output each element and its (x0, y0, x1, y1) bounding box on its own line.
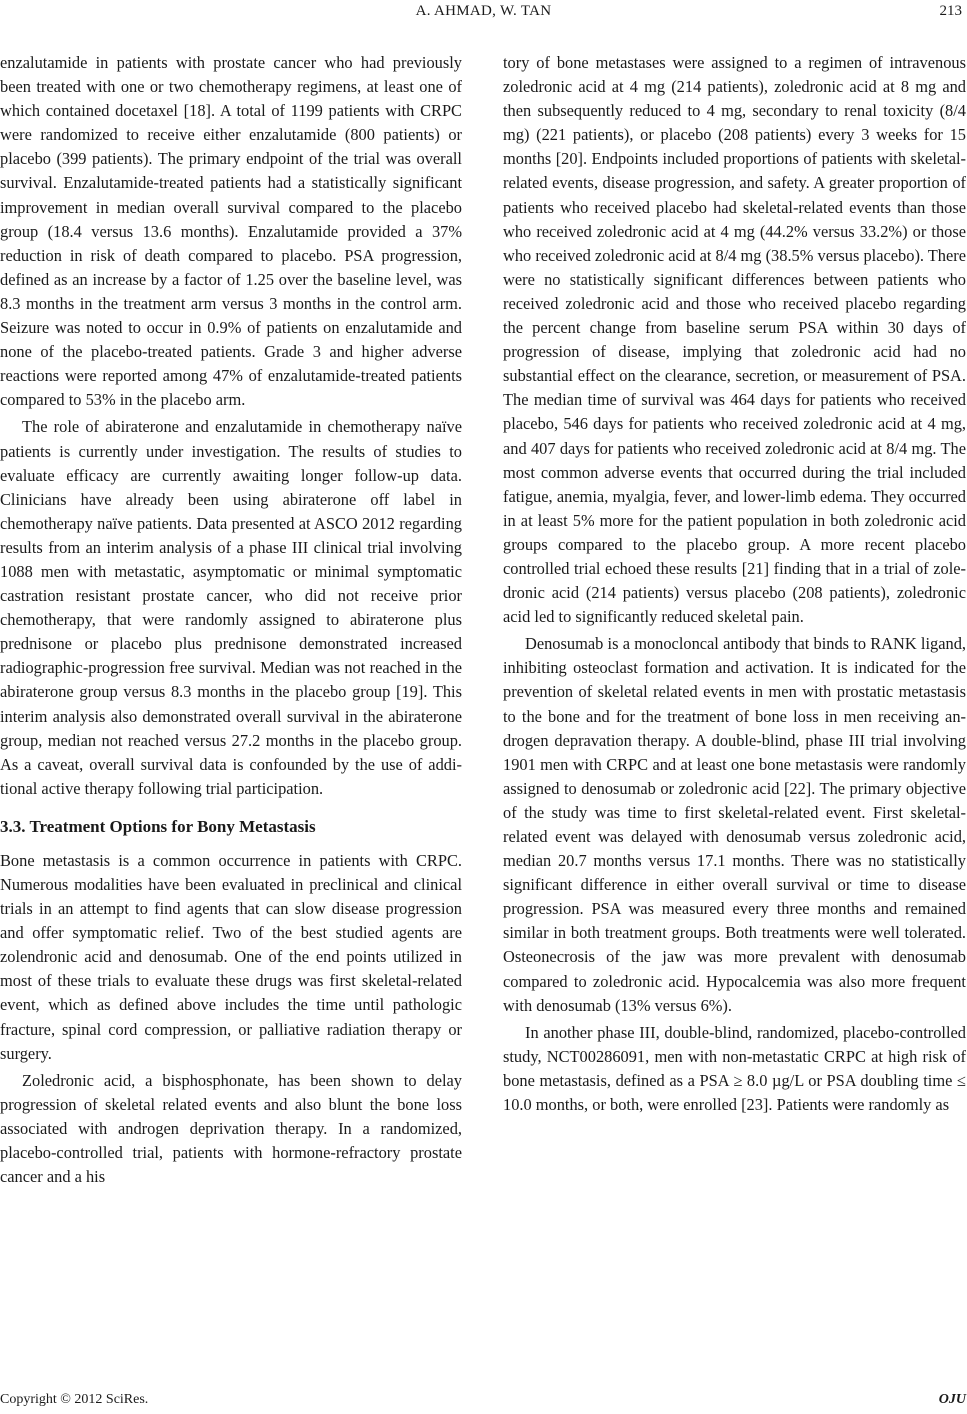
body-paragraph: tory of bone metastases were assigned to a regimen of intravenous zoledronic acid at 4 mg (214 patients), zoledronic acid at 8 mg and then subsequently reduced to 4 mg, secondary to renal toxicity (8/4 mg) (221 patients), or placebo (208 patients) every 3 weeks for 15 months [20]. Endpoints included proportions of patients with skeletal-related events, disease progression, and safety. A greater proportion of patients who received placebo had skeletal-related events than those who received zoledronic acid at 4 mg (44.2% versus 33.2%) or those who received zoledronic acid at 8/4 mg (38.5% versus placebo). There were no statistically significant differences between patients who received zoledronic acid and those who received placebo regarding the percent change from baseline serum PSA within 30 days of progression of disease, implying that zoledronic acid had no substantial effect on the clearance, secretion, or measurement of PSA. The median time of survival was 464 days for patients who received placebo, 546 days for patients who received zoledronic acid at 4 mg, and 407 days for patients who received zoledronic acid at 8/4 mg. The most common adverse events that occurred during the trial included fatigue, anemia, myalgia, fever, and lower-limb edema. They occurred in at least 5% more for the patient population in both zoledronic acid groups compared to the placebo group. A more recent placebo controlled trial echoed these results [21] finding that in a trial of zoledronic acid (214 patients) versus placebo (208 patients), zoledronic acid led to significantly reduced skeletal pain. (503, 53, 967, 627)
page-footer (0, 1389, 967, 1411)
body-paragraph: The role of abiraterone and enzalutamide in chemotherapy naïve patients is currently under investigation. The results of studies to evaluate efficacy are currently awaiting longer follow-up data. Clinicians have already been using abiraterone off label in chemotherapy naïve patients. Data presented at ASCO 2012 regarding results from an interim analysis of a phase III clinical trial involving 1088 men with metastatic, asymptomatic or minimal symptomatic castration resistant prostate cancer, who did not receive prior chemotherapy, that were randomly assigned to abiraterone plus prednisone or placebo plus prednisone demonstrated increased radiographic-progression free survival. Median was not reached in the abiraterone group versus 8.3 months in the placebo group [19]. This interim analysis also demonstrated overall survival in the abiraterone group, median not reached versus 27.2 months in the placebo group. As a caveat, overall survival data is confounded by the use of additional active therapy following trial participation. (0, 417, 462, 798)
left-column (0, 51, 462, 1189)
right-column (503, 51, 966, 1117)
journal-abbreviation: OJU (938, 1392, 966, 1407)
body-paragraph: enzalutamide in patients with prostate cancer who had previously been treated with one or two chemotherapy regimens, at least one of which contained docetaxel [18]. A total of 1199 patients with CRPC were randomized to receive either enzalutamide (800 patients) or placebo (399 patients). The primary endpoint of the trial was overall survival. Enzalutamide-treated patients had a statistically significant improvement in median overall survival compared to the placebo group (18.4 versus 13.6 months). Enzalutamide provided a 37% reduction in risk of death compared to placebo. PSA progression, defined as an increase by a factor of 1.25 over the baseline level, was 8.3 months in the treatment arm versus 3 months in the control arm. Seizure was noted to occur in 0.9% of patients on enzalutamide and none of the placebo-treated patients. Grade 3 and higher adverse reactions were reported among 47% of enzalutamide-treated patients compared to 53% in the placebo arm. (0, 53, 462, 410)
body-paragraph: Zoledronic acid, a bisphosphonate, has been shown to delay progression of skeletal related events and also blunt the bone loss associated with androgen deprivation therapy. In a randomized, placebo-controlled trial, patients with hormone-refractory prostate cancer and a his (0, 1070, 462, 1187)
body-paragraph: Bone metastasis is a common occurrence in patients with CRPC. Numerous modalities have been evaluated in preclinical and clinical trials in an attempt to find agents that can slow disease progression and offer symptomatic relief. Two of the best studied agents are zolendronic acid and denosumab. One of the end points utilized in most of these trials to evaluate these drugs was first skeletal-related event, which as defined above includes the time until pathologic fracture, spinal cord compression, or palliative radiation therapy or surgery. (0, 850, 462, 1063)
section-heading: 3.3. Treatment Options for Bony Metastasis (0, 816, 316, 836)
body-paragraph: Denosumab is a monocloncal antibody that binds to RANK ligand, inhibiting osteoclast formation and activation. It is indicated for the prevention of skeletal related events in men with prostatic metastasis to the bone and for the treatment of bone loss in men receiving androgen depravation therapy. A double-blind, phase III trial involving 1901 men with CRPC and at least one bone metastasis were randomly assigned to denosumab or zoledronic acid [22]. The primary objective of the study was time to first skeletal-related event. First skeletal-related event was delayed with denosumab versus zoledronic acid, median 20.7 months versus 17.1 months. There was no statistically significant difference in either overall survival or time to disease progression. PSA was measured every three months and remained similar in both treatment groups. Both treatments were well tolerated. Osteonecrosis of the jaw was more prevalent with denosumab compared to zoledronic acid. Hypocalcemia was also more frequent with denosumab (13% versus 6%). (503, 634, 966, 1015)
copyright-notice: Copyright © 2012 SciRes. (0, 1392, 149, 1407)
running-head-authors: A. AHMAD, W. TAN (415, 3, 552, 19)
page-number: 213 (939, 3, 962, 19)
running-head (0, 0, 967, 30)
body-paragraph: In another phase III, double-blind, randomized, placebo-controlled study, NCT00286091, men with non-metastatic CRPC at high risk of bone metastasis, defined as a PSA ≥ 8.0 µg/L or PSA doubling time ≤ 10.0 months, or both, were enrolled [23]. Patients were randomly as (503, 1022, 966, 1115)
